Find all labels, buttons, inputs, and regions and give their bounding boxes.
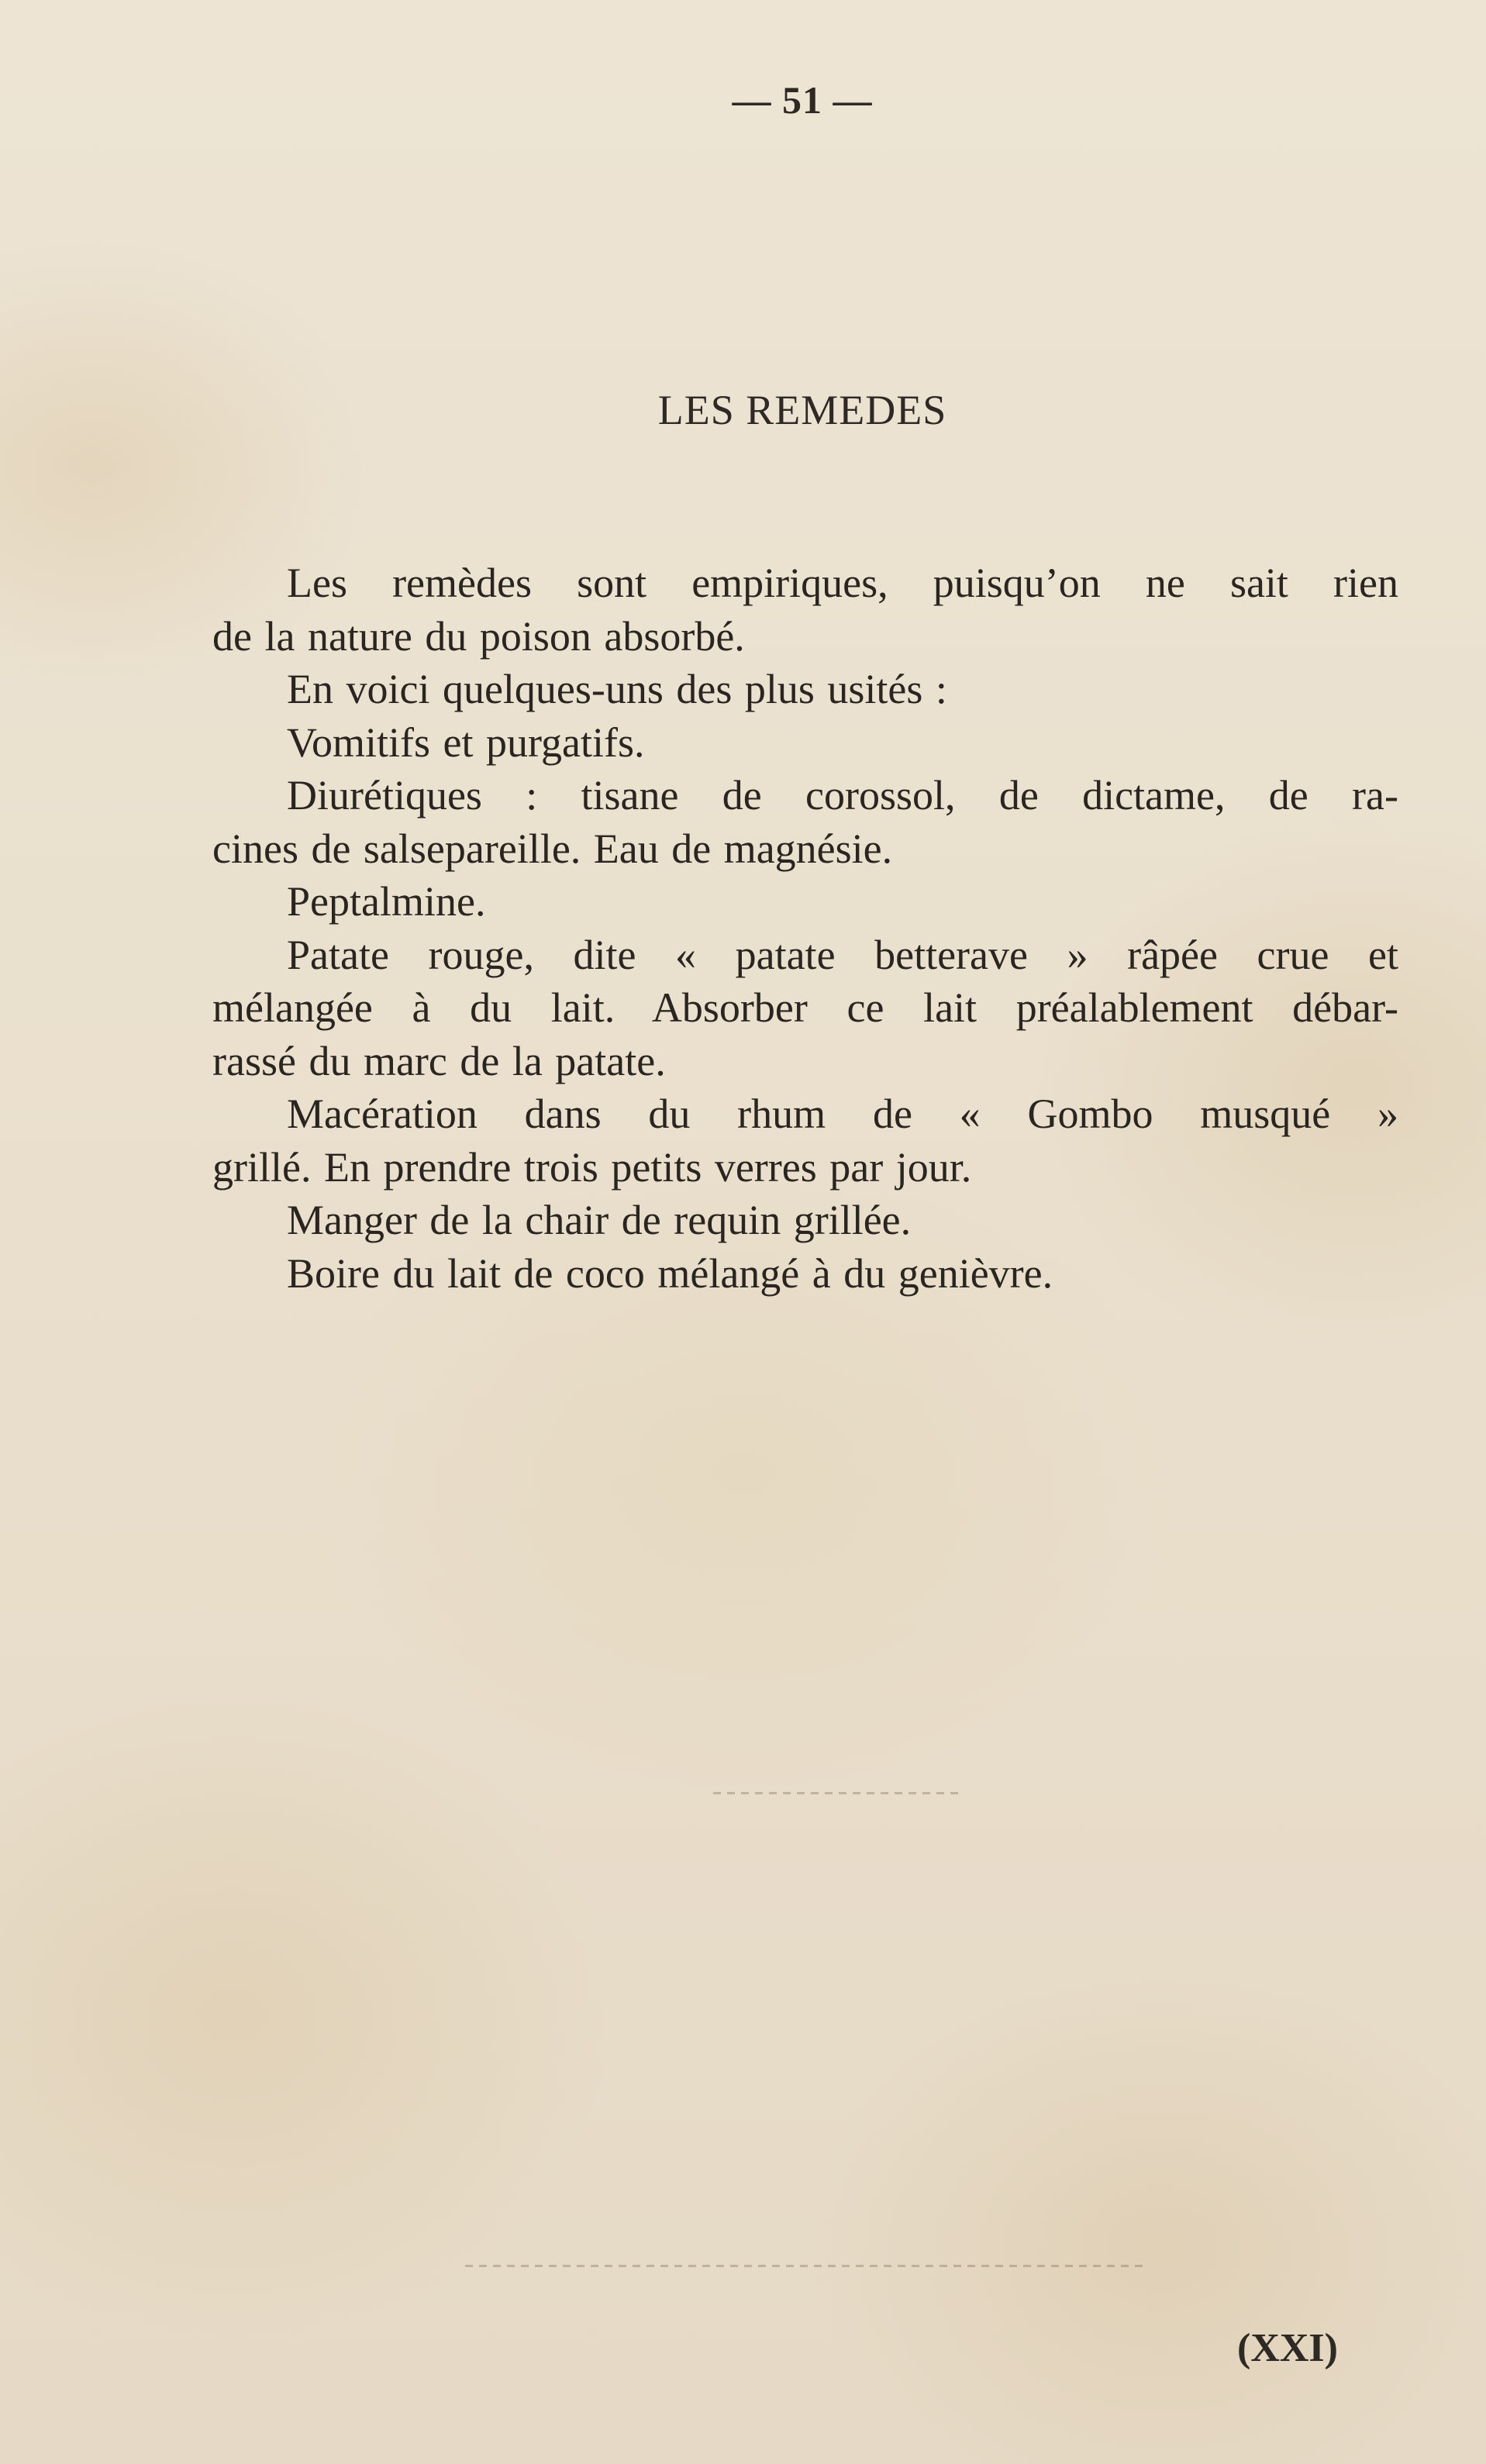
- text-line: grillé. En prendre trois petits verres par jour.: [212, 1143, 972, 1191]
- paragraph: [212, 1194, 1398, 1247]
- paragraph: [212, 1247, 1398, 1301]
- paragraph: [212, 769, 1398, 875]
- text-line: Macération dans du rhum de « Gombo musqué »: [287, 1091, 1398, 1137]
- paper-mark: [465, 2265, 1147, 2267]
- text-line: de la nature du poison absorbé.: [212, 612, 745, 660]
- page-number: — 51 —: [732, 78, 873, 122]
- text-line: mélangée à du lait. Absorber ce lait préalablement débar-: [212, 984, 1398, 1031]
- text-line: Les remèdes sont empiriques, puisqu’on ne sait rien: [287, 560, 1398, 606]
- paragraph: [212, 1087, 1398, 1194]
- text-line: rassé du marc de la patate.: [212, 1037, 666, 1084]
- text-line: Vomitifs et purgatifs.: [287, 719, 645, 766]
- text-line: Patate rouge, dite « patate betterave » râpée crue et: [287, 931, 1398, 978]
- text-line: Diurétiques : tisane de corossol, de dictame, de ra-: [287, 772, 1398, 818]
- text-line: Boire du lait de coco mélangé à du genièvre.: [287, 1249, 1053, 1297]
- text-line: cines de salsepareille. Eau de magnésie.: [212, 825, 893, 872]
- paragraph: [212, 929, 1398, 1088]
- paragraph: [212, 716, 1398, 770]
- paragraph: [212, 663, 1398, 716]
- text-line: Peptalmine.: [287, 878, 486, 925]
- paper-mark: [713, 1792, 961, 1794]
- body-text: [212, 557, 1398, 1300]
- paragraph: [212, 875, 1398, 929]
- chapter-heading: LES REMEDES: [657, 387, 947, 433]
- text-line: En voici quelques-uns des plus usités :: [287, 666, 947, 712]
- signature-mark: (XXI): [1237, 2326, 1338, 2370]
- paragraph: [212, 557, 1398, 663]
- text-line: Manger de la chair de requin grillée.: [287, 1197, 912, 1243]
